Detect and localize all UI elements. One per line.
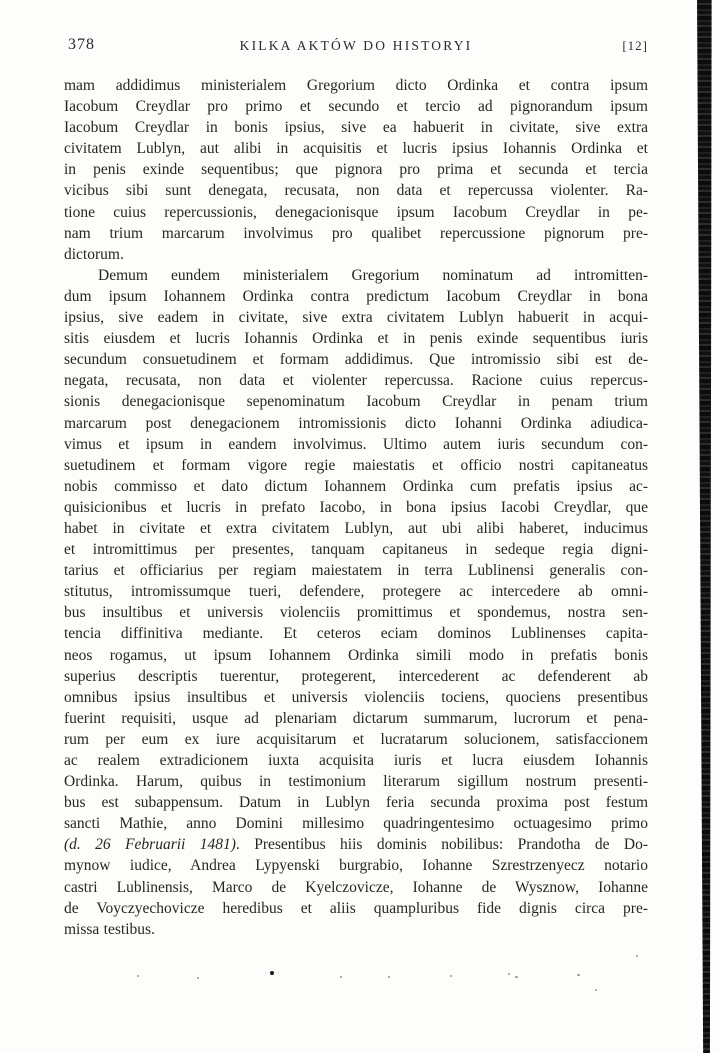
scan-speckle [450,975,452,977]
running-title: KILKA AKTÓW DO HISTORYI [239,38,473,53]
text-line: sancti Mathie, anno Domini millesimo quadringentesimo octuagesimo primo [64,815,648,833]
page-header [64,36,648,58]
text-line: de Voyczyechovicze heredibus et aliis quampluribus fide dignis circa pre- [64,899,648,917]
text-line: quisicionibus et lucris in prefato Iacobo, in bona ipsius Iacobi Creydlar, que [64,498,648,516]
text-line: dictorum. [64,245,124,263]
scan-speckle [636,955,638,957]
text-line: mynow iudice, Andrea Lypyenski burgrabio, Iohanne Szrestrzenyecz notario [64,857,648,875]
text-line: in penis exinde sequentibus; que pignora pro prima et secunda et tercia [64,161,648,179]
text-line: secundum consuetudinem et formam addidimus. Que intromissio sibi est de- [64,351,648,369]
text-line: civitatem Lublyn, aut alibi in acquisitis et lucris ipsius Iohannis Ordinka et [64,140,648,158]
text-line: castri Lublinensis, Marco de Kyelczovicze, Iohanne de Wysznow, Iohanne [64,878,648,896]
scan-speckle [137,975,139,977]
text-line: habet in civitate et extra civitatem Lublyn, aut ubi alibi haberet, inducimus [64,519,648,537]
text-line: mam addidimus ministerialem Gregorium dicto Ordinka et contra ipsum [64,77,648,94]
paragraph-2 [64,265,648,940]
text-line: Iacobum Creydlar pro primo et secundo et tercio ad pignorandum ipsum [64,98,648,116]
text-line: et intromittimus per presentes, tanquam capitaneus in sedeque regia digni- [64,541,648,559]
text-line: superius descriptis tuerentur, protegerent, intercederent ac defenderent ab [64,667,648,685]
text-line: tencia diffinitiva mediante. Et ceteros eciam dominos Lublinenses capita- [64,625,648,643]
text-line: Demum eundem ministerialem Gregorium nominatum ad intromitten- [98,266,648,284]
text-line: tarius et officiarius per regiam maiestatem in terra Lublinensi generalis con- [64,562,648,580]
issue-marker: [12] [622,38,648,53]
text-line: fuerint requisiti, usque ad plenariam dictarum summarum, lucrorum et pena- [64,709,648,727]
document-body [64,75,648,940]
text-line: sionis denegacionisque sepenominatum Iacobum Creydlar in penam trium [64,393,648,411]
text-line: Iacobum Creydlar in bonis ipsius, sive ea habuerit in civitate, sive extra [64,119,648,137]
scan-speckle [340,976,342,978]
text-line: omnibus ipsius insultibus et universis violenciis tociens, quociens presentibus [64,688,648,706]
text-line: ipsius, sive eadem in civitate, sive extra civitatem Lublyn habuerit in acqui- [64,309,648,327]
text-line: dum ipsum Iohannem Ordinka contra predictum Iacobum Creydlar in bona [64,287,648,305]
text-line: vicibus sibi sunt denegata, recusata, non data et repercussa violenter. Ra- [64,182,648,200]
text-line: stitutus, intromissumque tueri, defendere, protegere ac intercedere ab omni- [64,583,648,601]
text-line: neos rogamus, ut ipsum Iohannem Ordinka simili modo in prefatis bonis [64,646,648,664]
text-line: bus insultibus et universis violenciis promittimus et spondemus, nostra sen- [64,604,648,622]
text-line: vimus et ipsum in eandem involvimus. Ultimo autem iuris secundum con- [64,435,648,453]
text-line: nam trium marcarum involvimus pro qualibet repercussione pignorum pre- [64,224,648,242]
text-line: nobis commisso et dato dictum Iohannem Ordinka cum prefatis ipsius ac- [64,477,648,495]
text-line: rum per eum ex iure acquisitarum et lucratarum solucionem, satisfaccionem [64,730,648,748]
text-line: negata, recusata, non data et violenter repercussa. Racione cuius repercus- [64,372,648,390]
text-line: bus est subappensum. Datum in Lublyn feria secunda proxima post festum [64,794,648,812]
text-line: sitis eiusdem et lucris Iohannis Ordinka et in penis exinde sequentibus iuris [64,330,648,348]
text-line: suetudinem et formam vigore regie maiestatis et officio nostri capitaneatus [64,456,648,474]
scan-speckle [595,989,597,991]
text-line: missa testibus. [64,920,155,938]
text-line: tione cuius repercussionis, denegacionisque ipsum Iacobum Creydlar in pe- [64,203,648,221]
text-line: ac realem extradicionem iuxta acquisita iuris et lucra eiusdem Iohannis [64,752,648,769]
scan-speckle [197,977,199,979]
text-line: Ordinka. Harum, quibus in testimonium literarum sigillum nostrum presenti- [64,773,648,791]
scan-speckle [577,974,580,976]
paragraph-1 [64,75,648,265]
scan-speckle [270,971,274,975]
scan-speckle [515,976,518,978]
text-line: marcarum post denegacionem intromissionis dicto Iohanni Ordinka adiudica- [64,414,648,432]
page-number: 378 [68,36,95,53]
scan-gutter-shadow [696,0,713,1053]
scan-speckle [508,973,510,975]
text-line: (d. 26 Februarii 1481). Presentibus hiis dominis nobilibus: Prandotha de Do- [64,836,648,854]
scan-speckle [388,976,390,978]
